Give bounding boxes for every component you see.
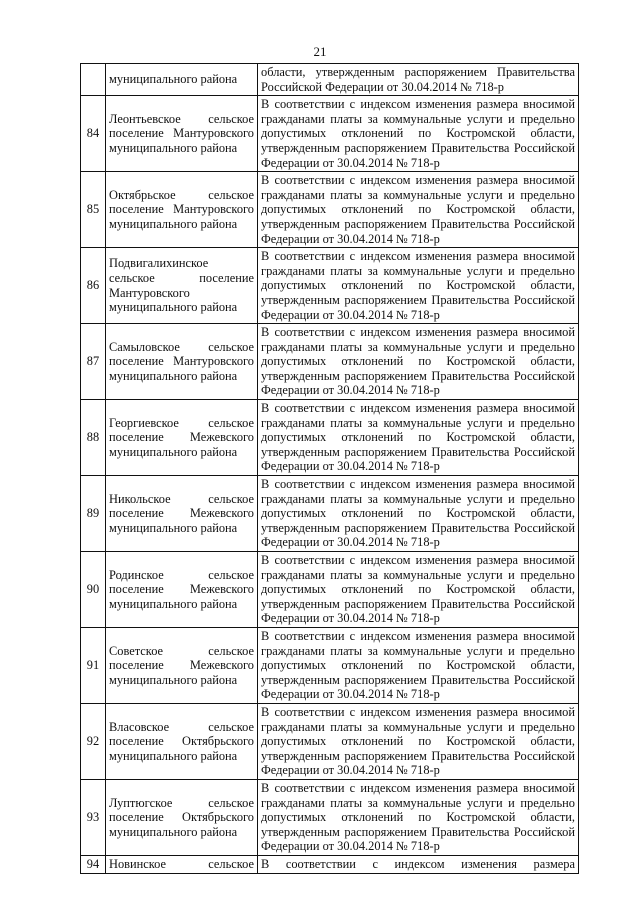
municipality-name-cell: Родинское сельское поселение Межевского муниципального района <box>106 552 258 628</box>
municipality-name-cell: Георгиевское сельское поселение Межевского муниципального района <box>106 400 258 476</box>
row-number-cell: 92 <box>81 703 106 779</box>
basis-description-cell: В соответствии с индексом изменения размера вносимой гражданами платы за коммунальные услуги и предельно допустимых отклонений по Костромской области, утвержденным распоряжением Правительства Российской Федерации от 30.04.2014 № 718-р <box>258 248 579 324</box>
basis-description-cell: В соответствии с индексом изменения размера вносимой гражданами платы за коммунальные услуги и предельно допустимых отклонений по Костромской области, утвержденным распоряжением Правительства Российской Федерации от 30.04.2014 № 718-р <box>258 552 579 628</box>
basis-description-cell: В соответствии с индексом изменения размера <box>258 855 579 873</box>
table-row <box>81 627 579 703</box>
table-row-continuation <box>81 64 579 96</box>
row-number-cell: 91 <box>81 627 106 703</box>
page-number: 21 <box>313 44 327 59</box>
table-row <box>81 476 579 552</box>
basis-description-cell: В соответствии с индексом изменения размера вносимой гражданами платы за коммунальные услуги и предельно допустимых отклонений по Костромской области, утвержденным распоряжением Правительства Российской Федерации от 30.04.2014 № 718-р <box>258 400 579 476</box>
municipality-name-cell: Новинское сельское <box>106 855 258 873</box>
basis-description-cell: В соответствии с индексом изменения размера вносимой гражданами платы за коммунальные услуги и предельно допустимых отклонений по Костромской области, утвержденным распоряжением Правительства Российской Федерации от 30.04.2014 № 718-р <box>258 96 579 172</box>
municipality-name-cell: Власовское сельское поселение Октябрьского муниципального района <box>106 703 258 779</box>
table-row <box>81 400 579 476</box>
basis-description-cell: В соответствии с индексом изменения размера вносимой гражданами платы за коммунальные услуги и предельно допустимых отклонений по Костромской области, утвержденным распоряжением Правительства Российской Федерации от 30.04.2014 № 718-р <box>258 172 579 248</box>
row-number-cell: 86 <box>81 248 106 324</box>
row-number-cell: 94 <box>81 855 106 873</box>
basis-description-cell: области, утвержденным распоряжением Правительства Российской Федерации от 30.04.2014 № 718-р <box>258 64 579 96</box>
table-row <box>81 248 579 324</box>
basis-description-cell: В соответствии с индексом изменения размера вносимой гражданами платы за коммунальные услуги и предельно допустимых отклонений по Костромской области, утвержденным распоряжением Правительства Российской Федерации от 30.04.2014 № 718-р <box>258 779 579 855</box>
table-row <box>81 96 579 172</box>
row-number-cell <box>81 64 106 96</box>
table-row <box>81 324 579 400</box>
municipality-name-cell: Самыловское сельское поселение Мантуровского муниципального района <box>106 324 258 400</box>
row-number-cell: 93 <box>81 779 106 855</box>
municipality-name-cell: Леонтьевское сельское поселение Мантуровского муниципального района <box>106 96 258 172</box>
table-body <box>81 64 579 874</box>
basis-description-cell: В соответствии с индексом изменения размера вносимой гражданами платы за коммунальные услуги и предельно допустимых отклонений по Костромской области, утвержденным распоряжением Правительства Российской Федерации от 30.04.2014 № 718-р <box>258 324 579 400</box>
municipalities-table <box>80 63 579 874</box>
basis-description-cell: В соответствии с индексом изменения размера вносимой гражданами платы за коммунальные услуги и предельно допустимых отклонений по Костромской области, утвержденным распоряжением Правительства Российской Федерации от 30.04.2014 № 718-р <box>258 703 579 779</box>
row-number-cell: 89 <box>81 476 106 552</box>
table-row <box>81 172 579 248</box>
municipality-name-cell: Советское сельское поселение Межевского муниципального района <box>106 627 258 703</box>
municipality-name-cell: Луптюгское сельское поселение Октябрьского муниципального района <box>106 779 258 855</box>
municipality-name-cell: Никольское сельское поселение Межевского муниципального района <box>106 476 258 552</box>
row-number-cell: 85 <box>81 172 106 248</box>
municipality-name-cell: муниципального района <box>106 64 258 96</box>
row-number-cell: 88 <box>81 400 106 476</box>
row-number-cell: 84 <box>81 96 106 172</box>
basis-description-cell: В соответствии с индексом изменения размера вносимой гражданами платы за коммунальные услуги и предельно допустимых отклонений по Костромской области, утвержденным распоряжением Правительства Российской Федерации от 30.04.2014 № 718-р <box>258 627 579 703</box>
table-row <box>81 855 579 873</box>
table-row <box>81 779 579 855</box>
row-number-cell: 87 <box>81 324 106 400</box>
municipality-name-cell: Подвигалихинское сельское поселение Мантуровского муниципального района <box>106 248 258 324</box>
table-row <box>81 703 579 779</box>
row-number-cell: 90 <box>81 552 106 628</box>
basis-description-cell: В соответствии с индексом изменения размера вносимой гражданами платы за коммунальные услуги и предельно допустимых отклонений по Костромской области, утвержденным распоряжением Правительства Российской Федерации от 30.04.2014 № 718-р <box>258 476 579 552</box>
table-row <box>81 552 579 628</box>
municipality-name-cell: Октябрьское сельское поселение Мантуровского муниципального района <box>106 172 258 248</box>
